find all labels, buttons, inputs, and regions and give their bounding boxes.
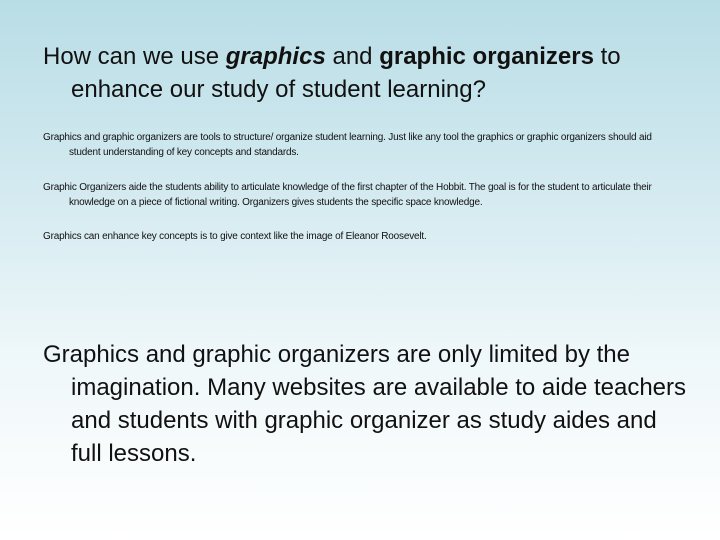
title-emphasis-organizers: graphic organizers — [379, 43, 594, 70]
title-part: and — [325, 43, 380, 70]
bullet-paragraph: Graphic Organizers aide the students ability to articulate knowledge of the first chapter of the Hobbit. The goal is for the student to articulate their knowledge on a piece of fictional writing. Organizers gives students the specific space knowledge. — [43, 182, 652, 208]
bullet-paragraph: Graphics and graphic organizers are tools to structure/ organize student learning. Just like any tool the graphics or graphic organizers should aid student understanding of key concepts and standards. — [43, 132, 652, 158]
slide-title — [43, 40, 703, 106]
closing-paragraph: Graphics and graphic organizers are only limited by the imagination. Many websites are available to aide teachers and students with graphic organizer as study aides and full lessons. — [43, 341, 687, 467]
bullet-paragraph: Graphics can enhance key concepts is to give context like the image of Eleanor Roosevelt. — [43, 231, 427, 242]
title-emphasis-graphics: graphics — [225, 43, 326, 70]
title-part: to enhance our study of student learning? — [71, 43, 621, 103]
title-part: How can we use — [43, 43, 226, 70]
